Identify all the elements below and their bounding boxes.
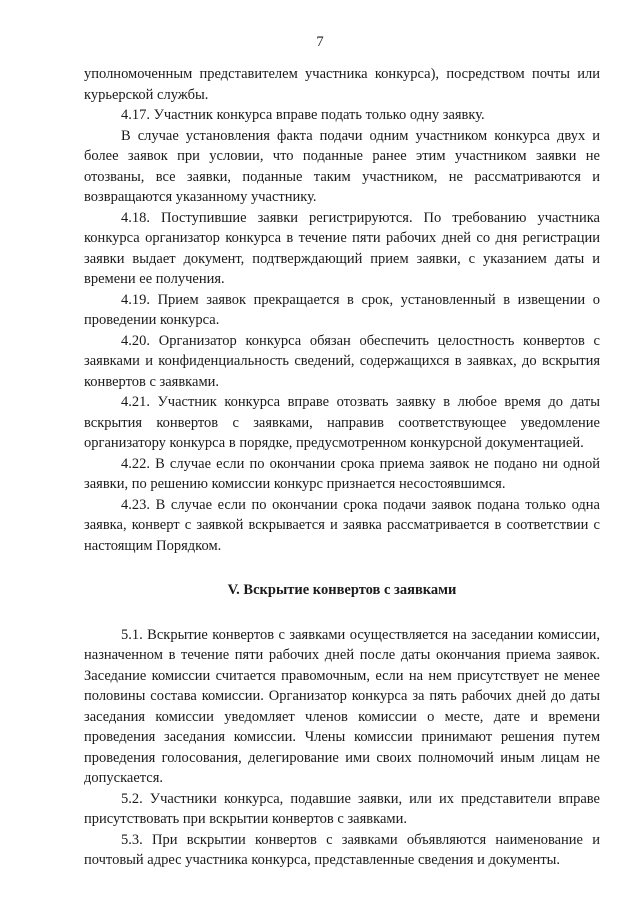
paragraph: 5.2. Участники конкурса, подавшие заявки, или их представители вправе присутствовать при вскрытии конвертов с заявками. xyxy=(84,790,600,827)
document-body xyxy=(84,64,600,871)
paragraph: 5.1. Вскрытие конвертов с заявками осуществляется на заседании комиссии, назначенном в течение пяти рабочих дней после даты окончания приема заявок. Заседание комиссии считается правомочным, если на нем присутствует не менее половины состава комиссии. Организатор конкурса за пять рабочих дней до даты заседания комиссии уведомляет членов комиссии о месте, дате и времени проведения заседания комиссии. Члены комиссии принимают решения путем проведения голосования, делегирование ими своих полномочий иным лицам не допускается. xyxy=(84,626,600,786)
section-title: V. Вскрытие конвертов с заявками xyxy=(227,582,457,598)
page-number: 7 xyxy=(316,34,324,50)
paragraph: 4.19. Прием заявок прекращается в срок, установленный в извещении о проведении конкурса. xyxy=(84,291,600,328)
paragraph: 4.18. Поступившие заявки регистрируются. По требованию участника конкурса организатор конкурса в течение пяти рабочих дней со дня регистрации заявки выдает документ, подтверждающий прием заявки, с указанием даты и времени ее получения. xyxy=(84,209,600,287)
paragraph: 5.3. При вскрытии конвертов с заявками объявляются наименование и почтовый адрес участника конкурса, представленные сведения и документы. xyxy=(84,831,600,868)
paragraph: 4.23. В случае если по окончании срока подачи заявок подана только одна заявка, конверт с заявкой вскрывается и заявка рассматривается в соответствии с настоящим Порядком. xyxy=(84,496,600,554)
paragraph: уполномоченным представителем участника конкурса), посредством почты или курьерской службы. xyxy=(84,66,600,103)
paragraph: 4.20. Организатор конкурса обязан обеспечить целостность конвертов с заявками и конфиденциальность сведений, содержащихся в заявках, до вскрытия конвертов с заявками. xyxy=(84,332,600,390)
paragraph: 4.17. Участник конкурса вправе подать только одну заявку. xyxy=(121,107,485,123)
paragraph: 4.21. Участник конкурса вправе отозвать заявку в любое время до даты вскрытия конвертов с заявками, направив соответствующее уведомление организатору конкурса в порядке, предусмотренном конкурсной документацией. xyxy=(84,394,600,451)
paragraph: В случае установления факта подачи одним участником конкурса двух и более заявок при условии, что поданные ранее этим участником заявки не отозваны, все заявки, поданные таким участником, не рассматриваются и возвращаются указанному участнику. xyxy=(84,127,600,205)
paragraph: 4.22. В случае если по окончании срока приема заявок не подано ни одной заявки, по решению комиссии конкурс признается несостоявшимся. xyxy=(84,455,600,492)
